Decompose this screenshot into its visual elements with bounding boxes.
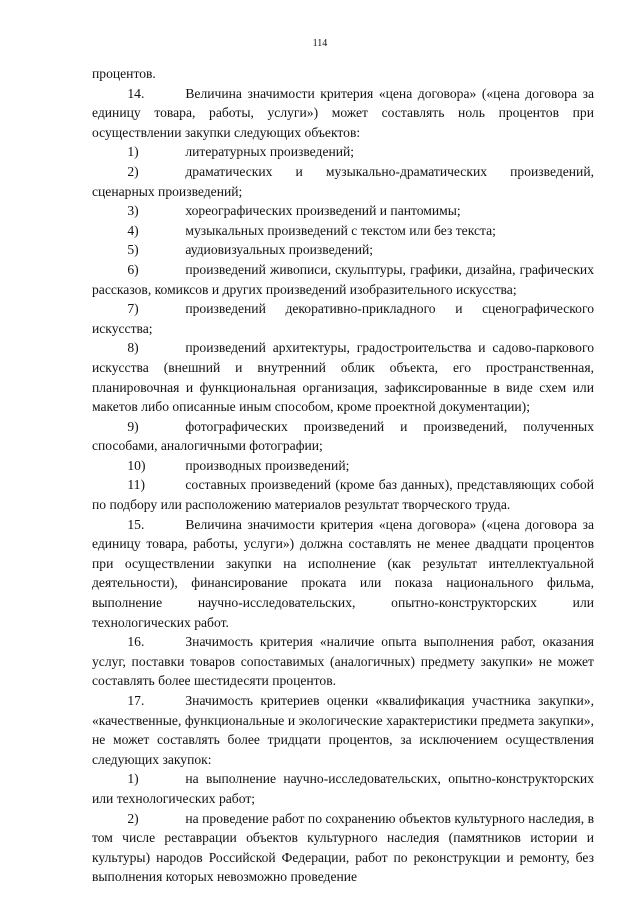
document-body (92, 64, 594, 887)
paragraph-text: на выполнение научно-исследовательских, опытно-конструкторских или технологических работ; (92, 771, 594, 806)
paragraph (92, 84, 594, 143)
paragraph (92, 240, 594, 260)
paragraph-text: Значимость критериев оценки «квалификация участника закупки», «качественные, функциональные и экологические характеристики предмета закупки», не может составлять более тридцати процентов, за исключением осуществления следующих закупок: (92, 693, 594, 767)
paragraph (92, 260, 594, 299)
paragraph (92, 809, 594, 887)
paragraph-number: 14. (127, 85, 145, 101)
paragraph-text: Величина значимости критерия «цена договора» («цена договора за единицу товара, работы, услуги») может составлять ноль процентов при осуществлении закупки следующих объектов: (92, 85, 594, 140)
paragraph-number: 2) (127, 810, 139, 826)
paragraph (92, 338, 594, 416)
paragraph-number: 8) (127, 340, 139, 356)
paragraph-number: 4) (127, 222, 139, 238)
paragraph (92, 515, 594, 633)
paragraph (92, 299, 594, 338)
paragraph-text: произведений архитектуры, градостроительства и садово-паркового искусства (внешний и внутренний облик объекта, его пространственная, планировочная и функциональная организация, зафиксированные в виде схем или макетов либо описанные иным способом, кроме проектной документации); (92, 340, 594, 415)
paragraph-number: 3) (127, 203, 139, 219)
paragraph-text: составных произведений (кроме баз данных), представляющих собой по подбору или расположению материалов результат творческого труда. (92, 477, 594, 513)
paragraph-number: 7) (127, 301, 139, 317)
paragraph-text: на проведение работ по сохранению объектов культурного наследия, в том числе реставрации объектов культурного наследия (памятников истории и культуры) народов Российской Федерации, работ по реконструкции и ремонту, без выполнения которых невозможно проведение (92, 810, 594, 885)
paragraph-number: 10) (127, 457, 146, 473)
paragraph (92, 456, 594, 476)
paragraph-text: произведений живописи, скульптуры, графики, дизайна, графических рассказов, комиксов и других произведений изобразительного искусства; (92, 261, 594, 297)
paragraph-text: производных произведений; (185, 457, 350, 473)
paragraph-number: 1) (127, 771, 139, 787)
paragraph (92, 162, 594, 201)
paragraph-number: 6) (127, 261, 139, 277)
paragraph-list (92, 84, 594, 887)
paragraph-number: 1) (127, 144, 139, 160)
paragraph-number: 15. (127, 516, 145, 532)
paragraph-number: 9) (127, 418, 139, 434)
paragraph-text: произведений декоративно-прикладного и сценографического искусства; (92, 301, 594, 336)
page-number: 114 (312, 38, 328, 49)
lead-in-text: процентов. (92, 66, 156, 81)
paragraph-number: 5) (127, 242, 139, 258)
paragraph-number: 17. (127, 693, 145, 708)
paragraph-number: 2) (127, 163, 139, 179)
paragraph (92, 632, 594, 691)
paragraph-text: литературных произведений; (185, 144, 355, 160)
paragraph (92, 417, 594, 456)
paragraph (92, 201, 594, 221)
paragraph-text: музыкальных произведений с текстом или без текста; (185, 222, 496, 238)
paragraph-text: хореографических произведений и пантомимы; (185, 203, 461, 219)
paragraph (92, 221, 594, 241)
paragraph-text: Значимость критерия «наличие опыта выполнения работ, оказания услуг, поставки товаров сопоставимых (аналогичных) предмету закупки» не может составлять более шестидесяти процентов. (92, 634, 594, 689)
paragraph-number: 11) (127, 477, 145, 493)
paragraph (92, 475, 594, 514)
paragraph-text: аудиовизуальных произведений; (185, 242, 374, 258)
paragraph-text: Величина значимости критерия «цена договора» («цена договора за единицу товара, работы, услуги») должна составлять не менее двадцати процентов при осуществлении закупки на исполнение (как результат интеллектуальной деятельности), финансирование проката или показа национального фильма, выполнение научно-исследовательских, опытно-конструкторских или технологических работ. (92, 516, 594, 630)
paragraph-text: фотографических произведений и произведений, полученных способами, аналогичными фотографии; (92, 418, 594, 454)
paragraph (92, 769, 594, 808)
paragraph (92, 691, 594, 769)
paragraph-number: 16. (127, 634, 145, 650)
paragraph-text: драматических и музыкально-драматических произведений, сценарных произведений; (92, 163, 594, 199)
paragraph (92, 142, 594, 162)
